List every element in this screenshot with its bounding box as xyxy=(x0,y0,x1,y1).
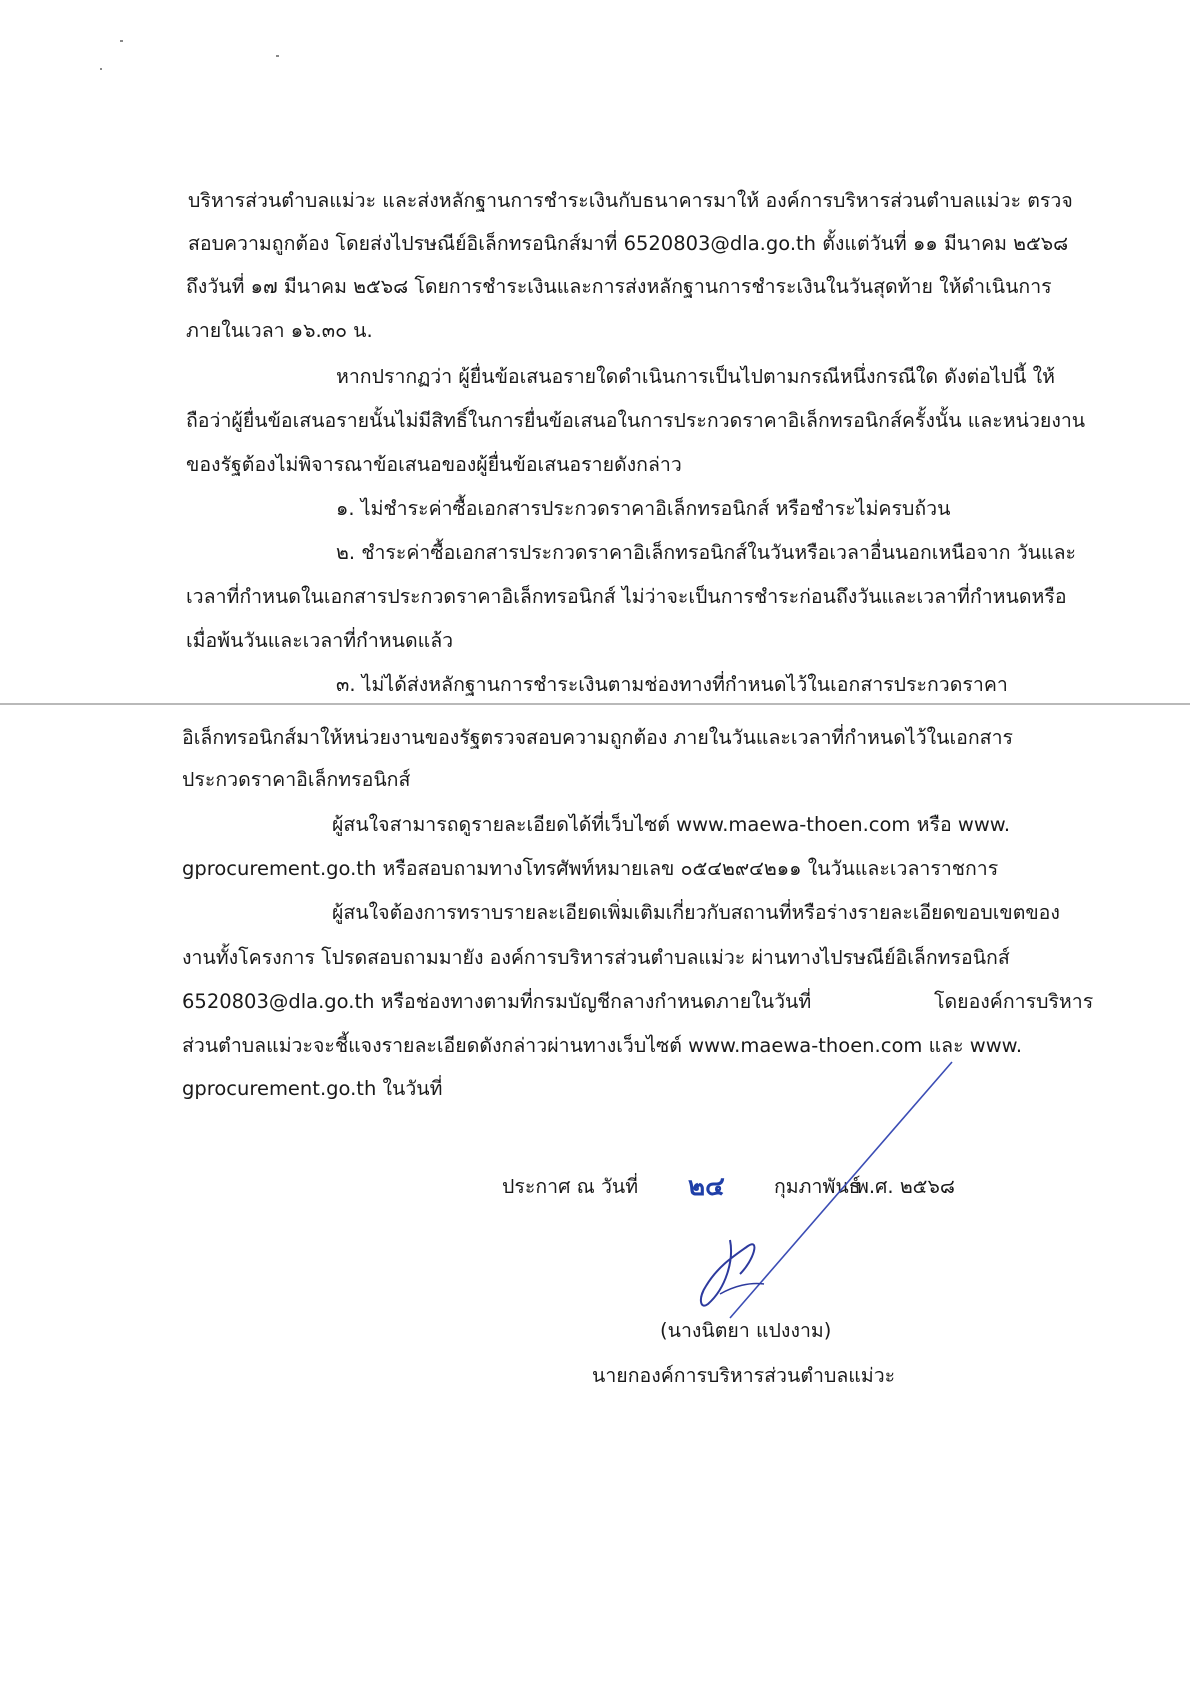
inquiry-line-3: 6520803@dla.go.th หรือช่องทางตามที่กรมบัญชีกลางกำหนดภายในวันที่ xyxy=(182,990,812,1013)
item-2-line-2: เวลาที่กำหนดในเอกสารประกวดราคาอิเล็กทรอนิกส์ ไม่ว่าจะเป็นการชำระก่อนถึงวันและเวลาที่กำหนดหรือ xyxy=(186,585,1067,608)
body-line-6: ถือว่าผู้ยื่นข้อเสนอรายนั้นไม่มีสิทธิ์ในการยื่นข้อเสนอในการประกวดราคาอิเล็กทรอนิกส์ครั้งนั้น และหน่วยงาน xyxy=(186,409,1086,432)
inquiry-line-2: งานทั้งโครงการ โปรดสอบถามมายัง องค์การบริหารส่วนตำบลแม่วะ ผ่านทางไปรษณีย์อิเล็กทรอนิกส์ xyxy=(182,946,1010,969)
scan-speck xyxy=(120,40,123,42)
item-3-line-1: ๓. ไม่ได้ส่งหลักฐานการชำระเงินตามช่องทางที่กำหนดไว้ในเอกสารประกวดราคา xyxy=(336,673,1008,696)
item-3-line-3: ประกวดราคาอิเล็กทรอนิกส์ xyxy=(182,768,411,791)
body-line-4: ภายในเวลา ๑๖.๓๐ น. xyxy=(186,319,373,342)
item-1-line-1: ๑. ไม่ชำระค่าซื้อเอกสารประกวดราคาอิเล็กทรอนิกส์ หรือชำระไม่ครบถ้วน xyxy=(336,497,951,520)
contact-line-2: gprocurement.go.th หรือสอบถามทางโทรศัพท์หมายเลข ๐๕๔๒๙๔๒๑๑ ในวันและเวลาราชการ xyxy=(182,857,999,880)
scan-speck xyxy=(100,68,102,70)
signatory-title: นายกองค์การบริหารส่วนตำบลแม่วะ xyxy=(592,1364,896,1387)
contact-line-1: ผู้สนใจสามารถดูรายละเอียดได้ที่เว็บไซต์ www.maewa-thoen.com หรือ www. xyxy=(332,813,1011,836)
body-line-1: บริหารส่วนตำบลแม่วะ และส่งหลักฐานการชำระเงินกับธนาคารมาให้ องค์การบริหารส่วนตำบลแม่วะ ตรวจ xyxy=(188,189,1073,212)
body-line-7: ของรัฐต้องไม่พิจารณาข้อเสนอของผู้ยื่นข้อเสนอรายดังกล่าว xyxy=(186,453,682,476)
handwritten-day: ๒๔ xyxy=(688,1172,725,1202)
item-2-line-3: เมื่อพ้นวันและเวลาที่กำหนดแล้ว xyxy=(186,629,454,652)
item-3-line-2: อิเล็กทรอนิกส์มาให้หน่วยงานของรัฐตรวจสอบความถูกต้อง ภายในวันและเวลาที่กำหนดไว้ในเอกสาร xyxy=(182,726,1013,749)
inquiry-line-4: ส่วนตำบลแม่วะจะชี้แจงรายละเอียดดังกล่าวผ่านทางเว็บไซต์ www.maewa-thoen.com และ www. xyxy=(182,1034,1023,1057)
page-seam-line xyxy=(0,703,1190,705)
scan-speck xyxy=(276,55,279,57)
body-line-5: หากปรากฏว่า ผู้ยื่นข้อเสนอรายใดดำเนินการเป็นไปตามกรณีหนึ่งกรณีใด ดังต่อไปนี้ ให้ xyxy=(336,365,1055,388)
announce-year: พ.ศ. ๒๕๖๘ xyxy=(856,1175,955,1198)
inquiry-line-5: gprocurement.go.th ในวันที่ xyxy=(182,1077,443,1100)
signature-image xyxy=(690,1060,970,1320)
announce-month: กุมภาพันธ์ xyxy=(774,1175,861,1198)
body-line-2: สอบความถูกต้อง โดยส่งไปรษณีย์อิเล็กทรอนิกส์มาที่ 6520803@dla.go.th ตั้งแต่วันที่ ๑๑ มีนาคม ๒๕๖๘ xyxy=(188,232,1069,255)
inquiry-line-3-end: โดยองค์การบริหาร xyxy=(934,990,1094,1013)
body-line-3: ถึงวันที่ ๑๗ มีนาคม ๒๕๖๘ โดยการชำระเงินและการส่งหลักฐานการชำระเงินในวันสุดท้าย ให้ดำเนินการ xyxy=(186,275,1052,298)
announce-prefix: ประกาศ ณ วันที่ xyxy=(502,1175,639,1198)
item-2-line-1: ๒. ชำระค่าซื้อเอกสารประกวดราคาอิเล็กทรอนิกส์ในวันหรือเวลาอื่นนอกเหนือจาก วันและ xyxy=(336,541,1076,564)
signatory-name: (นางนิตยา แปงงาม) xyxy=(660,1319,832,1342)
inquiry-line-1: ผู้สนใจต้องการทราบรายละเอียดเพิ่มเติมเกี่ยวกับสถานที่หรือร่างรายละเอียดขอบเขตของ xyxy=(332,901,1060,924)
